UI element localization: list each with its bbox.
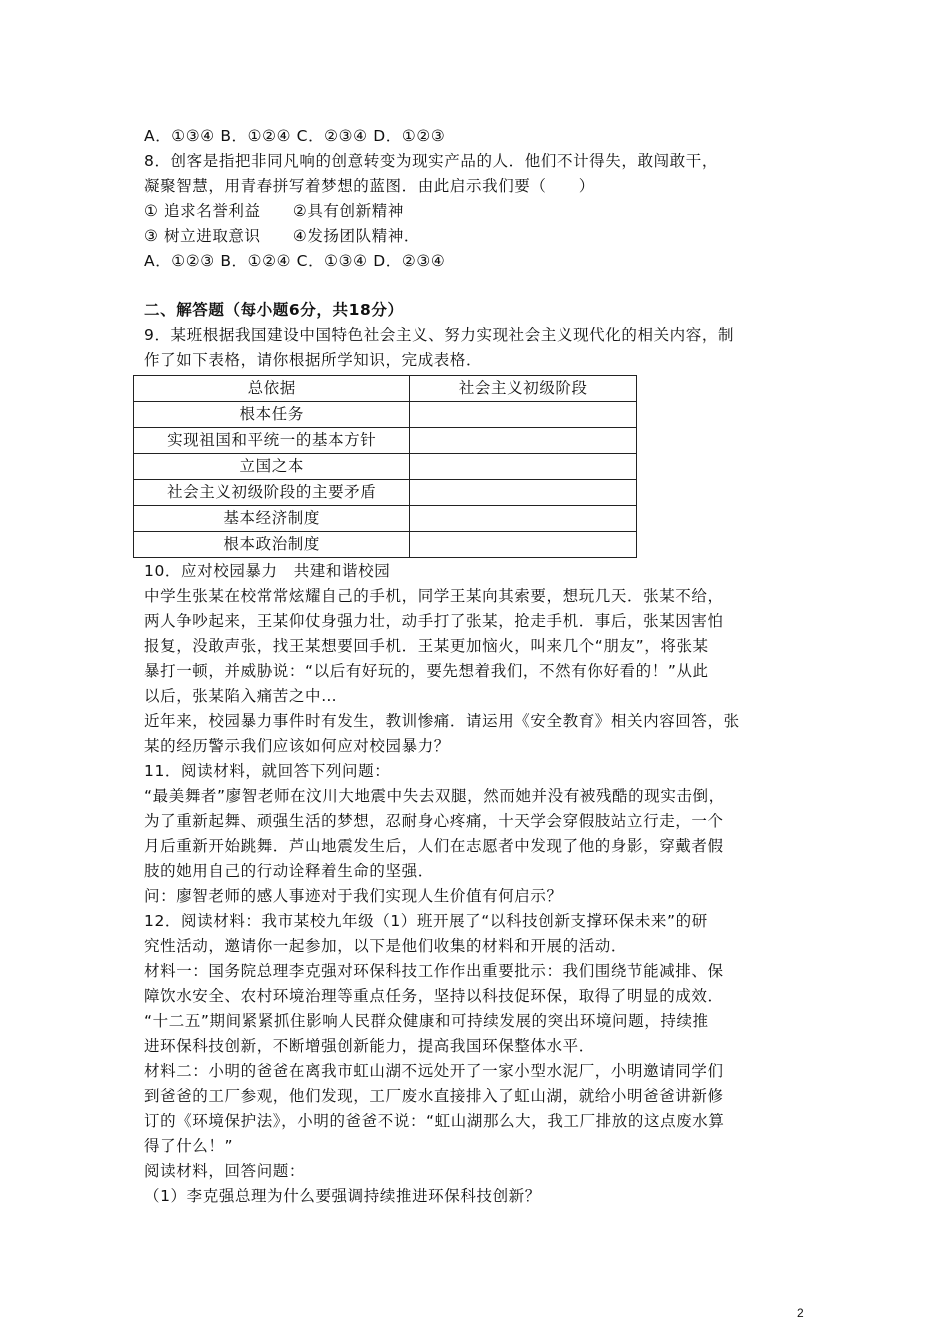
q11-line: 肢的她用自己的行动诠释着生命的坚强．: [144, 862, 434, 880]
table-row: [134, 506, 637, 532]
q12-line: 进环保科技创新，不断增强创新能力，提高我国环保整体水平．: [144, 1037, 595, 1055]
q10-line: 暴打一顿，并威胁说：“以后有好玩的，要先想着我们，不然有你好看的！”从此: [144, 662, 709, 680]
q8-choice-line-1: ① 追求名誉利益 ②具有创新精神: [144, 202, 404, 220]
q8-choice-line-2: ③ 树立进取意识 ④发扬团队精神．: [144, 227, 421, 245]
section-2-title: 二、解答题（每小题6分，共18分）: [144, 301, 404, 319]
q11-line: 月后重新开始跳舞．芦山地震发生后，人们在志愿者中发现了他的身影，穿戴者假: [144, 837, 724, 855]
answer-cell: [410, 480, 637, 506]
table-cell: 根本政治制度: [134, 532, 410, 558]
q12-prompt: 阅读材料，回答问题：: [144, 1162, 306, 1180]
answer-cell: [410, 506, 637, 532]
q9-line-2: 作了如下表格，请你根据所学知识，完成表格．: [144, 351, 483, 369]
q11-line: 为了重新起舞、顽强生活的梦想，忍耐身心疼痛，十天学会穿假肢站立行走，一个: [144, 812, 724, 830]
page-number: 2: [797, 1306, 804, 1320]
table-row: [134, 454, 637, 480]
answer-cell: [410, 402, 637, 428]
q12-line: “十二五”期间紧紧抓住影响人民群众健康和可持续发展的突出环境问题，持续推: [144, 1012, 709, 1030]
table-header-cell: 社会主义初级阶段: [410, 376, 637, 402]
q11-question: 问：廖智老师的感人事迹对于我们实现人生价值有何启示？: [144, 887, 563, 905]
q12-material-1: 材料一：国务院总理李克强对环保科技工作作出重要批示：我们围绕节能减排、保: [144, 962, 724, 980]
q8-options: A．①②③ B．①②④ C．①③④ D．②③④: [144, 252, 446, 270]
q10-line: 中学生张某在校常常炫耀自己的手机，同学王某向其索要，想玩几天．张某不给，: [144, 587, 724, 605]
q10-line: 近年来，校园暴力事件时有发生，教训惨痛．请运用《安全教育》相关内容回答，张: [144, 712, 740, 730]
table-cell: 立国之本: [134, 454, 410, 480]
answer-cell: [410, 428, 637, 454]
q12-line: 订的《环境保护法》，小明的爸爸不说：“虹山湖那么大，我工厂排放的这点废水算: [144, 1112, 725, 1130]
q9-line-1: 9．某班根据我国建设中国特色社会主义、努力实现社会主义现代化的相关内容，制: [144, 326, 735, 344]
q12-line: 得了什么！”: [144, 1137, 234, 1155]
answer-cell: [410, 532, 637, 558]
q10-line: 以后，张某陷入痛苦之中…: [144, 687, 338, 705]
table-cell: 基本经济制度: [134, 506, 410, 532]
q10-title: 10．应对校园暴力 共建和谐校园: [144, 562, 391, 580]
q8-stem-line-2: 凝聚智慧，用青春拼写着梦想的蓝图．由此启示我们要（ ）: [144, 177, 595, 195]
q10-question: 某的经历警示我们应该如何应对校园暴力？: [144, 737, 450, 755]
q11-title: 11．阅读材料，就回答下列问题：: [144, 762, 391, 780]
q12-line: 究性活动，邀请你一起参加，以下是他们收集的材料和开展的活动．: [144, 937, 628, 955]
table-row: [134, 532, 637, 558]
table-cell: 实现祖国和平统一的基本方针: [134, 428, 410, 454]
q12-title: 12．阅读材料：我市某校九年级（1）班开展了“以科技创新支撑环保未来”的研: [144, 912, 708, 930]
table-row: [134, 428, 637, 454]
q8-stem-line-1: 8．创客是指把非同凡响的创意转变为现实产品的人．他们不计得失，敢闯敢干，: [144, 152, 718, 170]
table-cell: 根本任务: [134, 402, 410, 428]
page-content: [144, 124, 810, 1209]
q7-options: A．①③④ B．①②④ C．②③④ D．①②③: [144, 127, 446, 145]
table-row: [134, 402, 637, 428]
table-row: [134, 480, 637, 506]
q9-table: [133, 375, 637, 558]
q10-line: 两人争吵起来，王某仰仗身强力壮，动手打了张某，抢走手机．事后，张某因害怕: [144, 612, 724, 630]
q11-line: “最美舞者”廖智老师在汶川大地震中失去双腿，然而她并没有被残酷的现实击倒，: [144, 787, 725, 805]
answer-cell: [410, 454, 637, 480]
table-header-row: [134, 376, 637, 402]
q10-line: 报复，没敢声张，找王某想要回手机．王某更加恼火，叫来几个“朋友”，将张某: [144, 637, 709, 655]
q12-material-2: 材料二：小明的爸爸在离我市虹山湖不远处开了一家小型水泥厂，小明邀请同学们: [144, 1062, 724, 1080]
q12-subquestion-1: （1）李克强总理为什么要强调持续推进环保科技创新？: [144, 1187, 541, 1205]
q12-line: 到爸爸的工厂参观，他们发现，工厂废水直接排入了虹山湖，就给小明爸爸讲新修: [144, 1087, 724, 1105]
q12-line: 障饮水安全、农村环境治理等重点任务，坚持以科技促环保，取得了明显的成效．: [144, 987, 724, 1005]
table-cell: 社会主义初级阶段的主要矛盾: [134, 480, 410, 506]
table-header-cell: 总依据: [134, 376, 410, 402]
